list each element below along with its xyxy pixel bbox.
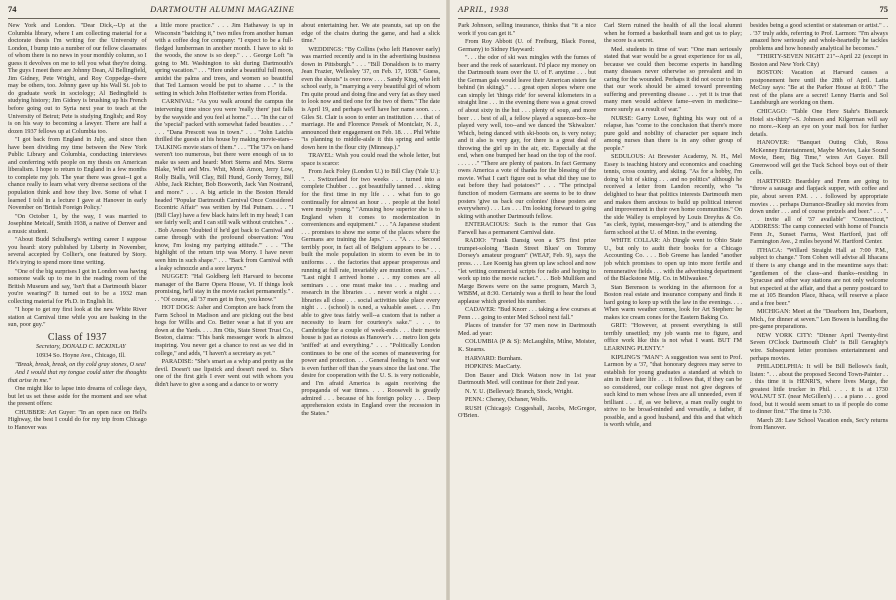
text-paragraph: From Roy Abbott (U. of Freiburg, Black Forest, Germany) to Sidney Hayward: <box>458 38 596 53</box>
right-page-number: 75 <box>879 4 888 14</box>
address-line: 10934 So. Hoyne Ave., Chicago, Ill. <box>36 351 126 359</box>
text-paragraph: "About Budd Schulberg's writing career I suppose you heard: story published by Liberty in November, several accepted by Collier's, one featured by Story. He's trying to spend more time writing. <box>8 236 147 266</box>
right-column-2 <box>604 22 742 597</box>
issue-date: APRIL, 1938 <box>458 4 509 14</box>
text-paragraph: ENTERACIOUS: Such is the rumor that Gus Farwell has a permanent Carnival date. <box>458 221 596 236</box>
text-paragraph: NEW YORK CITY: "Dinner April Twenty-first Seven O'Clock Dartmouth Club" is Bill Geraghty's wire. Subsequent letter promises entertainment and perhaps movies. <box>750 331 888 362</box>
text-paragraph: One might like to lapse into dreams of college days, but let us set these aside for the moment and see what the present offers: <box>8 385 147 408</box>
poem-line: "Break, break, break, on thy cold gray stones, O sea! <box>15 360 146 368</box>
right-columns <box>458 22 888 597</box>
text-paragraph: CHUBBER: Art Guyer: "In an open race on Hell's Highway, the best I could do for my trip from Chicago to Hanover was <box>8 408 147 431</box>
text-paragraph: HANOVER: "Banquet Outing Club, Ross McKenney Entertainment, Maybe Movies, Lake Sound Movie, Beer, Big Time," wires Art Guyer. Bill Greenwood will get the Tuck School boys out of their cells. <box>750 139 888 177</box>
text-paragraph: CADAVER: "Bud Knorr . . . taking a few courses at Penn . . . going to enter Med School next fall." <box>458 306 596 321</box>
text-paragraph: Don Bauer and Dick Watson now in 1st year Dartmouth Med. will continue for their 2nd year. <box>458 371 596 387</box>
text-paragraph: New York and London. "Dear Dick,--Up at the Columbia library, where I am collecting material for a doctorate thesis I'm writing for the University of London, I bump into a number of our fellow classmates of whom there is no news in your monthly column, so I guess it devolves on me to tell you what they're doing. The guys I meet there are Johnny Dean, Al Bellingfield, Jim Gidney, Pete Wright, and Roy Coppedge--there may be others, too. Johnny gave up his Wall St. job to do graduate work in sociology; Al Bedingfield is studying history; Jim Gidney is brushing up his French before going out to Syria next year to teach at the University of Beirut; Pete is studying English; and Roy is on his way to becoming a lawyer. There are half a dozen 1937 fellows up at Columbia too. <box>8 22 147 135</box>
text-paragraph: N. Y. U. (Bellevue): Branch, Stock, Wright. <box>465 387 573 395</box>
text-paragraph: Places of transfer for '37 men now in Dartmouth Med. ad year: <box>458 322 596 337</box>
text-paragraph: HOPKINS: MacCarty. <box>465 363 521 371</box>
text-paragraph: Park Johnson, selling insurance, thinks that "it a nice work if you can get it." <box>458 22 596 37</box>
text-paragraph: HARTFORD: Beardsley and Fenn are going to "throw a sausage and flapjack supper, with coffee and pie, about seven P.M. . . . followed by appropriate movies . . . perhaps Durrance-Bradley ski movies from down under . . . and of course pretzels and beer." . . . ". . . invite all of '37 available" "Connecticut," ADDRESS: The camp connected with home of Francis Fenn Jr., Sunset Farms, West Hartford, just off Farmington Ave., 2 miles beyond W. Hartford Center. <box>750 177 888 246</box>
text-paragraph: WEDDINGS: "By Collins (who left Hanover early) was married recently and is in the advertising business down in Pittsburgh." . . . "Bill Donaldson is to marry Jean Frazier, Wellesley '37, on Feb. 17, 1938." Guess, even the shouts" is over now . . . . Sandy King, who left school early, is "marrying a very beautiful girl of whom I'm quite proud and doing fine and very fat as they used to look now and tied one for the two of them." The date is April 19, and perhaps we'll have her name soon. . . . Giles St. Clair is soon to enter an institution . . . that of marriage. He and Florence Presek of Montclair, N. J., announced their engagement on Feb. 18. . . . Phil White "is planning to middle-aisle it this spring and settle down here in the flour city (Minneap.)." <box>301 45 441 151</box>
text-paragraph: RADIO: "Frank Dansig won a $75 first prize trumpet-soloing 'Basin Street Blues' on Tommy Dorsey's amateur program" (WEAF, Feb. 9), says the press. . . . Lee Koenig has given up law school and now "let writing commercial scripts for radio and hoping to work up into the movie racket." . . . Bob Mulliken and Marge Bowes were on the same program, March 3, WBBM, at 8:30. Certainly was a thrill to hear the loud applause which greeted his number. <box>458 237 596 305</box>
text-paragraph: NURSE: Garry Lowe, fighting his way out of a relapse, has "come to the conclusion that there's more pure gold and nobility of character per square inch among nurses than there is in any other group of people." <box>604 114 742 152</box>
right-running-head <box>458 4 888 19</box>
text-paragraph: GRIT: "However, at present everything is still terribly unsettled; my job wants me to figure, and office work like this is not what I want. BUT I'M LEARNING PLENTY." <box>604 322 742 352</box>
text-paragraph: HOT DOGS: Asher and Compton are back from the Farm School in Madison and are picking out the best hogs for Willis and Co. Better wear a hat if you are down at the Yards. . . . Jim Otis, State Street Trust Co., Boston, claims: "This bank messenger work is almost inspiring. You never get a chance to rest as we did in college," and adds, "I haven't a secretary as yet." <box>154 304 294 357</box>
text-paragraph: TRAVEL: Wish you could read the whole letter, but space is scarce: <box>301 152 441 167</box>
text-paragraph: PENN.: Cheney, Ochsner, Wolfs. <box>465 396 548 404</box>
secretary-line: Secretary, DONALD C. MCKINLAY <box>36 343 126 351</box>
right-column-1 <box>458 22 596 597</box>
left-column-3 <box>301 22 440 597</box>
text-paragraph: PHILADELPHIA: It will be Bill Bellows's fault, listen: ". . . about the proposed Second Town-Painter . . . this time it is HENRI'S, where lives Marge, the greatest little trucker in Phil. . . . it is at 1730 WALNUT ST. (near McGillen's) . . . a piano . . . good food, but it would seem smart to us if people do come to dinner first." The time is 7:30. <box>750 363 888 416</box>
magazine-title: DARTMOUTH ALUMNI MAGAZINE <box>150 4 295 14</box>
text-paragraph: COLUMBIA (P & S): McLaughlin, Milne, Moister, K. Stearns. <box>458 338 596 353</box>
text-paragraph: Carl Stern ruined the health of all the local alumni when he formed a basketball team and got us to play; the score is a secret. <box>604 22 742 45</box>
text-paragraph: ". . . the odor of ski wax mingles with the fumes of beer and the reek of sauerkraut. I'd place my money on the Dartmouth team over the U. of F. anytime . . . but the German gals would leave their American sisters far behind (in skiing)." . . . great open slopes where one can simply let 'things ride' for several kilometers in a straight line . . . in the evening there was a great crowd of about sixty in the hut . . . plenty of soup, and more beer . . . best of all, a fellow played a squeeze-box--he played very well, too--and we danced the 'Skiwalzer.' Which, being danced with ski-boots on, is very noisy; and it also is very gay, for there is a great deal of throwing the girl up in the air, etc. Especially at the end, when one bumped her head on the top of the roof. . . . . . ." "There are plenty of pastors. In fact Germany owes America a vote of thanks for the blessing of the movie. What I can't figure out is what did they use to eat before they had potatoes?" . . . "The principal function of modern Germans are seems to be to draw posters 'give us back our colonies' (these posters are everywhere) . . . Les . . . I'm looking forward to going skiing with another Dartmouth fellow. <box>458 54 596 220</box>
text-paragraph: RUSH (Chicago): Coggeshall, Jacobs, McGregor, O'Brien. <box>458 404 596 420</box>
left-page-number: 74 <box>8 4 17 14</box>
text-paragraph: BOSTON: Vacation at Harvard causes a postponement here until the 28th of April. Latta McCray says: "Be at the Parker House at 8:00." The rest of the plans are a secret! Lenny Harris and Sol Landsburgh are working on them. <box>750 69 888 107</box>
left-columns <box>8 22 440 597</box>
text-paragraph: WHITE COLLAR: Ab Dingle went to Ohio State U., but only to audit their books for a Chicago Accounting Co. . . . Bob Greene has landed "another job which promises to open up into more fertile and remunerative fields . . . with the advertising department of the Blackstone Mfg. Co. in Milwaukee." <box>604 237 742 283</box>
text-paragraph: "THIRTY-SEVEN NIGHT 21"--April 22 (except in Boston and New York City) <box>750 53 888 68</box>
text-paragraph: besides being a good scientist or statesman or artist." . . . '37 truly adds, referring to Prof. Larmon: "I'm always amazed how seriously and whole-heartedly he tackles problems and how honestly analytical he becomes." <box>750 22 888 52</box>
text-paragraph: Med. students in time of war: "One man seriously stated that war would be a great experience for us all, because we could then become experts in handling many diseases never otherwise so prevalent and in caring for the wounded. Perhaps it did not occur to him that our work should be aimed toward preventing suffering and preventing disease . . . yet it is true that many men would achieve fame--even in medicine--more surely as a result of war." <box>604 45 742 114</box>
left-running-head <box>8 4 440 19</box>
text-paragraph: a little more practice." . . . Jim Hathaway is up in Wisconsin "batching it," two miles from another human with a coffee dog for company: "I expect to be a full-fledged lumberman in another month. I have to ski to the woods, the snow is so deep." . . . George Loft "is going to Mt. Washington to ski during Dartmouth's spring vacation." . . . "Here under a beautiful full moon, amidst the palms and trees, and women so beautiful that Ted Lamson would be put to shame . . ." is the setting in which John Hoffstetter writes from Florida. <box>154 22 294 97</box>
text-paragraph: MICHIGAN: Meet at the "Dearborn Inn, Dearborn, Mich., for dinner at seven." Len Bowen is handling the pre-game preparations. <box>750 308 888 331</box>
poem-line: And I would that my tongue could utter the thoughts that arise in me." <box>8 369 147 384</box>
left-column-2 <box>155 22 294 597</box>
left-page <box>0 0 446 600</box>
text-paragraph: March 28: Law School Vacation ends, Sec'y returns from Hanover. <box>750 416 888 432</box>
right-column-3 <box>750 22 888 597</box>
text-paragraph: "I hope to get my first look at the new White River station at Carnival time while you are basking in the sun, poor guy." <box>8 306 147 329</box>
left-column-1 <box>8 22 147 597</box>
text-paragraph: SEDULOUS: At Brewster Academy, N. H., Mel Essey is teaching history and economics and coaching tennis, cross country, and skiing. "As for a hobby, I'm doing 'a bit of skiing . . . and no politics" although he received a letter from Landon recently, who "is delighted to hear that politics interests Dartmouth men and makes them anxious to build up political interest and improvement in their own home communities." On the side Walley is employed by Louis Dreyfus & Co. "as clerk, typist, messenger-boy," and is attending the farm school at the U. of Minn. in the evening. <box>604 153 742 236</box>
text-paragraph: ITHACA: "Willard Straight Hall at 7:00 P.M., subject to change." Tom Cohen will advise all Ithacans if there is any change and in the meantime says that: "gentlemen of the class--and thanks--residing in Syracuse and other way stations are not only welcome but expected at the affair, and that a penny postcard to me at 105 Brandon Place, Ithaca, will reserve a place and a free beer." <box>750 246 888 307</box>
text-paragraph: CHICAGO: "Table One Here Stahr's Bismarck Hotel six-thirty"--S. Johnson and Kilgerman will say no more.--Keep an eye on your mail box for further details. <box>750 108 888 138</box>
text-paragraph: NUGGET: "Hal Goldberg left Harvard to become manager of the Barre Opera House, Vt. If things look promising, he'll stay in the movie racket permanently." . . . "Of course, all '37 men get in free, you know." <box>154 273 294 303</box>
text-paragraph: PARADISE: "She's smart as a whip and pretty as the devil. Doesn't use lipstick and doesn't need to. She's one of the first girls I ever went out with whom you didn't have to give a song and a dance to or worry <box>154 358 294 388</box>
text-paragraph: Stan Berenson is working in the afternoon for a Boston real estate and insurance company and finds it hard going to keep up with the law in the evenings. . . . When warm weather comes, look for Art Stephen: he makes ice cream cones for the Eastern Baking Co. <box>604 283 742 321</box>
text-paragraph: "One of the big surprises I got in London was having someone walk up to me in the reading room of the British Museum and say, 'Isn't that a Dartmouth blazer you're wearing?' It turned out to be a 1932 man collecting material for Ph.D. in English lit. <box>8 267 147 305</box>
right-page <box>450 0 896 600</box>
text-paragraph: CARNIVAL: "As you walk around the campus the intervening time since you were 'really there' just falls by the wayside and you feel at home." . . . "In the car of the 'special' packed with somewhat faded beauties . . ." . . . "Dana Prescott was in town." . . . "John Latchis thrilled the guests at his house by making movie-stars--TALKING movie stars of them." . . . "The '37's on hand weren't too numerous, but there were enough of us to make us seen and heard: Mort Sterns and Mrs. Sterns Blake, Whit and Mrs. Whit, Monk Amon, Jerry Low, Rolly Bialls, Will Clay, Bill Hund, Gordy Torrey, Bill Abbe, Jack Richter, Bob Bosworth, Jack Van Nostrand, and more." . . . A big article in the Boston Herald headed "Popular Dartmouth Carnival Once Considered Eccentric Affair" was written by Hal Putnam. . . . "I (Bill Clay) have a few black hairs left in my head; I can see fairly well; and I can still walk without crutches." . . . Bob Areson "doubted if he'd get back to Carnival and came through with the profound observation: 'You know, I'm losing my partying attitude.'" . . . "The highlight of the return trip was Morry. I have never seen him in such shape." . . . "Back from Carnival with a leaky schnozzle and a sore larynx." <box>154 98 294 272</box>
text-paragraph: "I got back from England in July, and since then have been dividing my time between the New York Public Library and Columbia, conducting interviews and conferring with people on my thesis on American liberalism. I hope to return to England in a few months to complete my job. The year there was great--I got a chance really to learn what very diverse sections of the population think and how they live. Some of what I learned I told in a lecture I gave at Hanover in early November on 'British Foreign Policy.' <box>8 136 147 212</box>
text-paragraph: "On October 1, by the way, I was married to Josephine Metcalf, Smith 1938, a native of Denver and a music student. <box>8 212 147 235</box>
text-paragraph: about entertaining her. We ate peanuts, sat up on the edge of the chairs during the game, and had a slick time." <box>301 22 441 45</box>
text-paragraph: KIPLING'S "MAN": A suggestion was sent to Prof. Larmon by a '37, "that honorary degrees may serve to establish for young graduates a standard at which to aim in their later life . . . it follows that, if they can be so considered, our college must not give degrees of such kind to men whose lives are all unneeded, even if brilliant . . . if, as we believe, a man really ought to strive to be broad-minded and versatile, a father, if possible, and a good husband, and this and that which is worth while, and <box>604 353 742 429</box>
text-paragraph: From Jack Foley (London U.) to Bill Clay (Yale U.): ". . . Switzerland for two weeks . . . turned into a complete Chubber . . . got beautifully tanned . . . skiing for the first time in my life . . . what fun to go continually for almost an hour . . . people at the hotel were mostly young." "Amusing how superior she is to England when it comes to modernization in conveniences and equipment." . . . "A Japanese student . . . promises to show me some of the places where the Germans are training the Japs." . . . "A . . . Second terribly poor, in fact all of Belgium appears to be . . . built the mole population in storm to even be in to uniforms . . . the factories that appear prosperous and running at full rate, invariably are munition ones." . . . "Last night I arrived home . . . my comes are all seminars . . . one must make tea . . . reading and research in the libraries . . . never work a night . . . libraries all close . . . social activities take place every night . . . (school) is o.ned, a valuable asset. . . . I'm able to give teas fairly well--a custom that is rather a necessity to learn for courtesy's sake." . . . to Cambridge for a couple of week-ends . . . their movie house is just as riotous as Hanover's . . . metro lion gets 'sniffed' at and everything." . . . "Politically London continues to be one of the scenes of maneuvering for power and protection. . . . General feeling is 'next' war is even further off than the years since the last one. The desire for cooperation with the U. S. is very noticeable, and I'm afraid America is again receiving the propaganda of war times. . . . Roosevelt is greatly admired . . . because of his foreign policy . . . Deep apprehension exists in England over the recession in the States." <box>301 168 441 417</box>
text-paragraph: HARVARD: Burnham. <box>465 354 523 362</box>
class-heading: Class of 1937 <box>47 331 107 343</box>
